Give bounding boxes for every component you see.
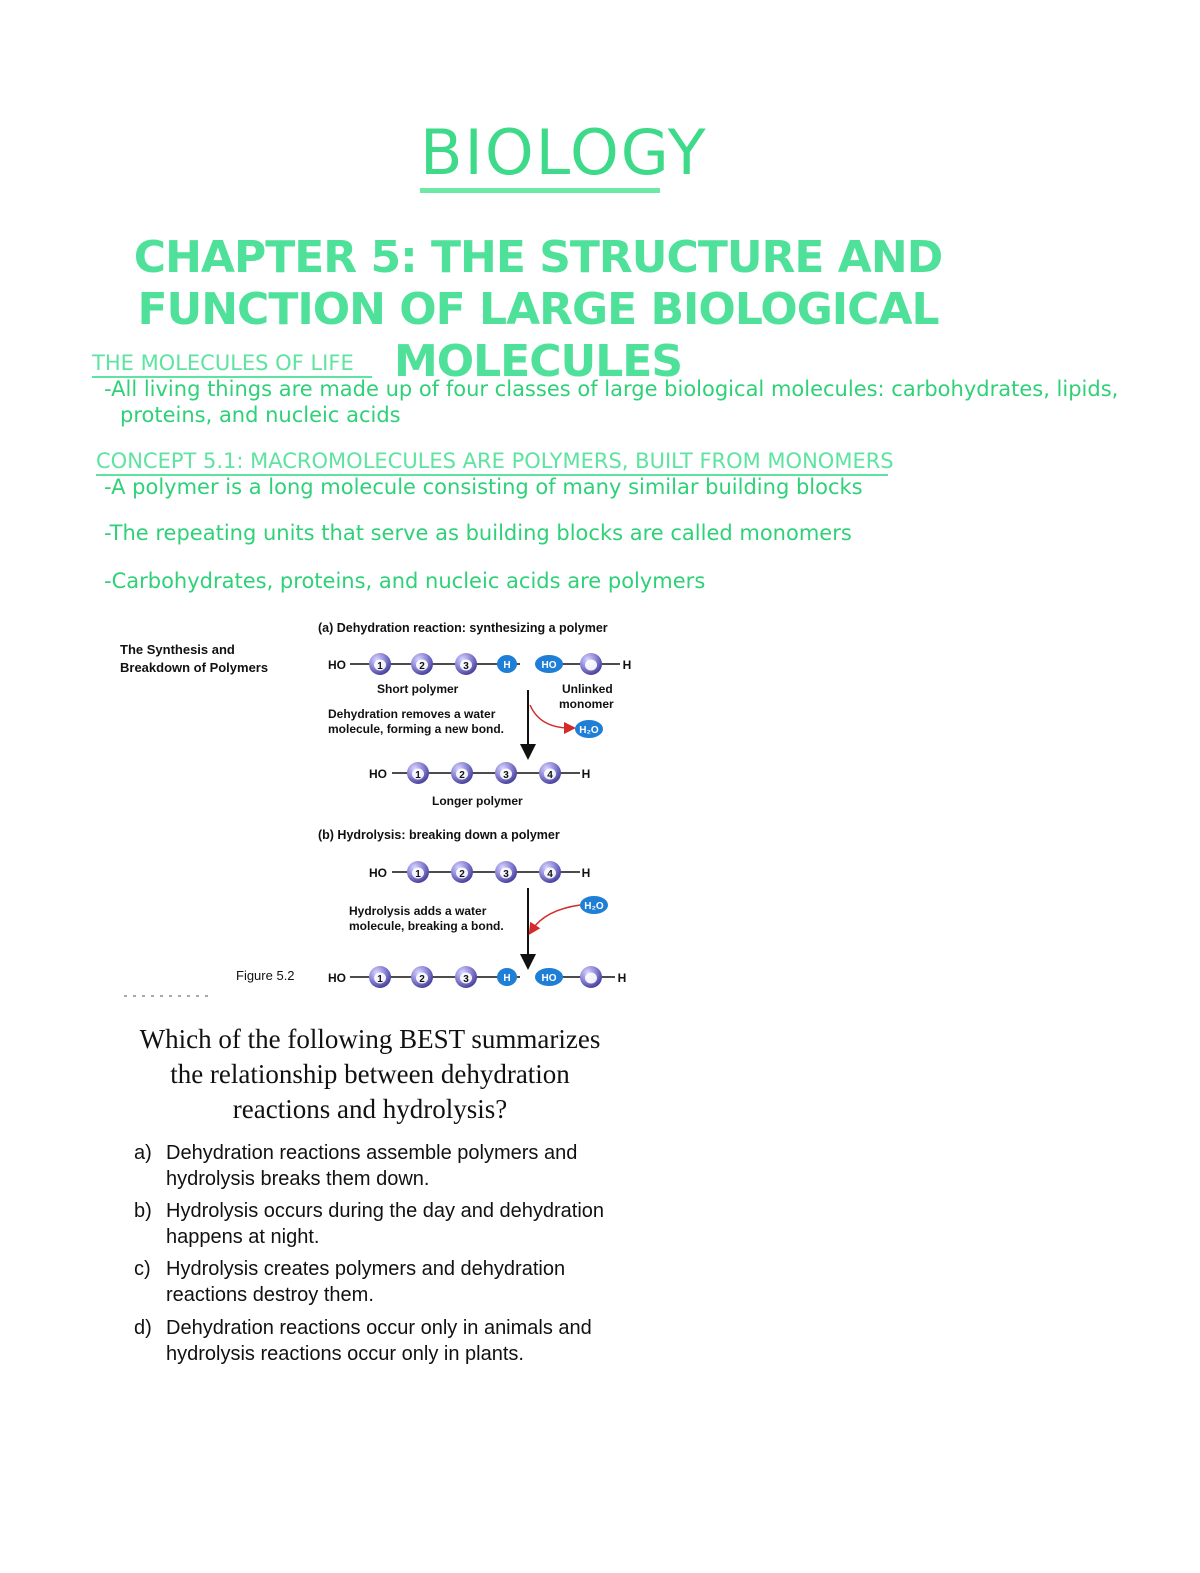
page-title: BIOLOGY <box>420 118 660 193</box>
hydrogen-tag: H <box>503 660 511 671</box>
water-added: H₂O <box>584 901 604 912</box>
monomer-number: 3 <box>503 869 509 880</box>
note-line-four-classes-cont: proteins, and nucleic acids <box>120 403 401 427</box>
dehydration-note-2: molecule, forming a new bond. <box>328 722 505 736</box>
part-b-title: (b) Hydrolysis: breaking down a polymer <box>318 828 560 842</box>
h-label: H <box>617 971 627 985</box>
monomer-number: 4 <box>547 869 553 880</box>
water-released: H₂O <box>579 725 599 736</box>
unlinked-monomer-label-1: Unlinked <box>562 682 613 696</box>
monomer-number: 1 <box>377 661 383 672</box>
option-text: Dehydration reactions occur only in animals and hydrolysis reactions occur only in plants. <box>166 1317 592 1365</box>
monomer-label-bg <box>585 660 597 671</box>
monomer-number: 3 <box>463 974 469 985</box>
note-line-polymer-definition: -A polymer is a long molecule consisting of many similar building blocks <box>104 475 863 499</box>
hydrogen-tag: H <box>503 973 511 984</box>
figure-side-title-2: Breakdown of Polymers <box>120 660 269 675</box>
answer-option-b[interactable] <box>134 1198 634 1250</box>
monomer-number: 4 <box>547 770 553 781</box>
hydrolysis-note-2: molecule, breaking a bond. <box>349 919 504 933</box>
option-letter: c) <box>134 1258 151 1280</box>
section-heading-molecules-of-life: THE MOLECULES OF LIFE <box>92 350 372 378</box>
ho-label: HO <box>328 971 346 985</box>
monomer-number: 3 <box>503 770 509 781</box>
monomer-number: 3 <box>463 661 469 672</box>
monomer-number: 1 <box>377 974 383 985</box>
option-letter: b) <box>134 1200 152 1222</box>
option-text: Hydrolysis creates polymers and dehydration reactions destroy them. <box>166 1258 566 1306</box>
note-line-polymers-list: -Carbohydrates, proteins, and nucleic acids are polymers <box>104 569 706 593</box>
water-release-arrow <box>530 705 570 728</box>
h-label: H <box>581 866 591 880</box>
option-letter: a) <box>134 1142 152 1164</box>
ho-label: HO <box>328 658 346 672</box>
monomer-label-bg <box>585 973 597 984</box>
unlinked-monomer-label-2: monomer <box>559 697 614 711</box>
monomer-number: 1 <box>415 869 421 880</box>
longer-polymer-label: Longer polymer <box>432 794 523 808</box>
option-text: Dehydration reactions assemble polymers and hydrolysis breaks them down. <box>166 1142 578 1190</box>
hydroxyl-tag: HO <box>541 973 557 984</box>
note-line-monomers-definition: -The repeating units that serve as building blocks are called monomers <box>104 521 852 545</box>
hydrolysis-note-1: Hydrolysis adds a water <box>349 904 487 918</box>
note-line-four-classes: -All living things are made up of four classes of large biological molecules: carbohydrates, lipids, <box>104 377 1119 401</box>
monomer-number: 2 <box>419 974 425 985</box>
section-heading-concept-5-1: CONCEPT 5.1: MACROMOLECULES ARE POLYMERS, BUILT FROM MONOMERS <box>96 448 888 476</box>
chapter-heading: CHAPTER 5: THE STRUCTURE AND FUNCTION OF LARGE BIOLOGICAL MOLECULES <box>133 232 943 387</box>
part-a-title: (a) Dehydration reaction: synthesizing a polymer <box>318 621 608 635</box>
monomer-number: 2 <box>419 661 425 672</box>
question-prompt: Which of the following BEST summarizes the relationship between dehydration reactions and hydrolysis? <box>139 1024 601 1124</box>
h-label: H <box>622 658 632 672</box>
ho-label: HO <box>369 866 387 880</box>
short-polymer-label: Short polymer <box>377 682 459 696</box>
monomer-number: 1 <box>415 770 421 781</box>
answer-option-a[interactable] <box>134 1140 634 1192</box>
water-add-arrow <box>532 905 580 930</box>
ho-label: HO <box>369 767 387 781</box>
option-text: Hydrolysis occurs during the day and dehydration happens at night. <box>166 1200 605 1248</box>
answer-option-c[interactable] <box>134 1256 634 1308</box>
monomer-number: 2 <box>459 869 465 880</box>
option-letter: d) <box>134 1317 152 1339</box>
answer-option-d[interactable] <box>134 1315 634 1367</box>
monomer-number: 2 <box>459 770 465 781</box>
hydroxyl-tag: HO <box>541 660 557 671</box>
figure-caption: Figure 5.2 <box>236 968 295 983</box>
figure-side-title-1: The Synthesis and <box>120 642 235 657</box>
h-label: H <box>581 767 591 781</box>
dehydration-note-1: Dehydration removes a water <box>328 707 496 721</box>
